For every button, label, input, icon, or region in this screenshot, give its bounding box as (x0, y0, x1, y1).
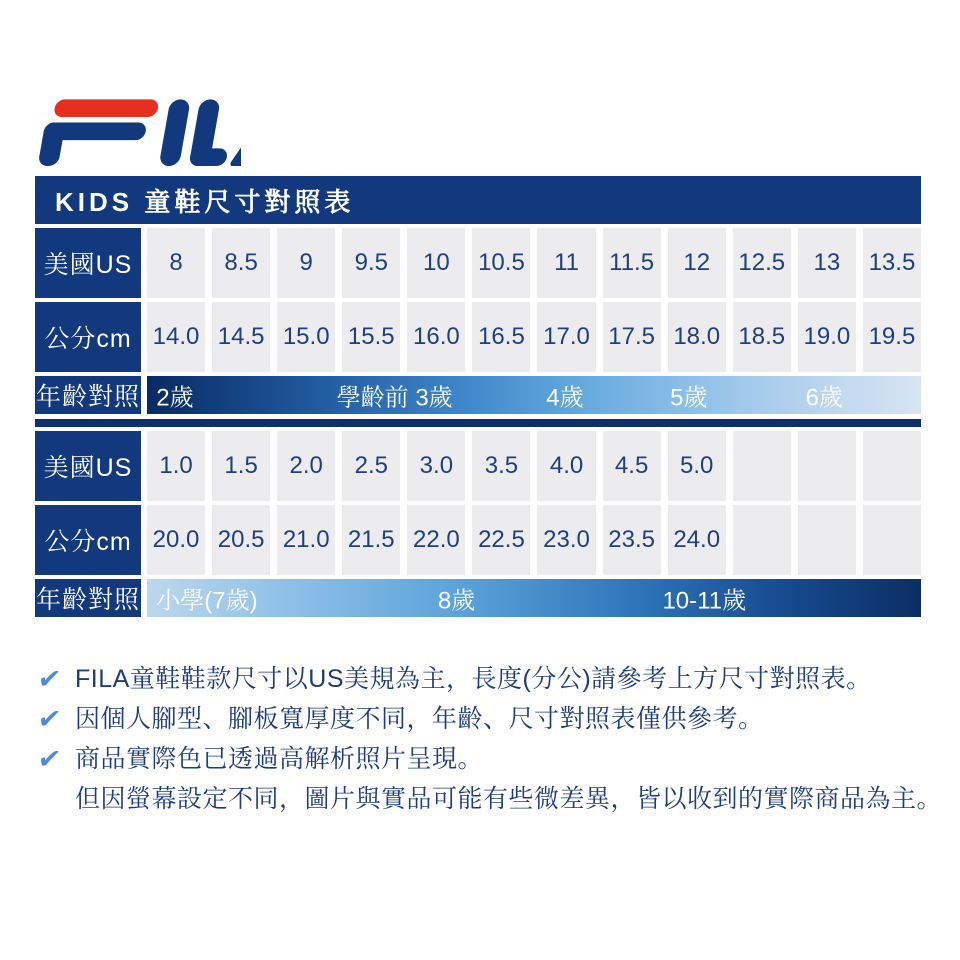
logo-a (234, 102, 241, 163)
note-line (35, 739, 960, 779)
age-label: 小學(7歲) (156, 587, 258, 615)
table-row-age-2 (35, 579, 921, 617)
check-icon: ✔ (35, 664, 63, 694)
table-cell: 13.5 (863, 228, 921, 298)
table-cell: 23.5 (603, 505, 661, 575)
table-cell: 17.5 (603, 302, 661, 372)
table-cell: 18.0 (668, 302, 726, 372)
table-cell: 19.5 (863, 302, 921, 372)
check-icon: ✔ (35, 704, 63, 734)
age-label: 2歲 (156, 384, 194, 412)
logo-f-red-bar (53, 99, 159, 117)
table-cell: 4.0 (537, 431, 595, 501)
size-table-youth (0, 431, 960, 617)
table-cell: 3.0 (407, 431, 465, 501)
table-cell: 22.5 (472, 505, 530, 575)
row-header-age-2: 年齡對照 (35, 579, 141, 617)
table-row-cm-2 (35, 505, 921, 575)
age-gradient-bar-1 (147, 376, 921, 414)
table-cell: 15.5 (342, 302, 400, 372)
table-cell: 21.0 (277, 505, 335, 575)
table-cell (798, 431, 856, 501)
table-cell: 5.0 (668, 431, 726, 501)
table-cell: 1.0 (147, 431, 205, 501)
logo-i (159, 99, 191, 166)
table-row-cm-1 (35, 302, 921, 372)
table-cell: 2.5 (342, 431, 400, 501)
table-cell: 4.5 (603, 431, 661, 501)
table-cell: 20.5 (212, 505, 270, 575)
table-row-us-1 (35, 228, 921, 298)
table-cell: 14.0 (147, 302, 205, 372)
table-cell: 16.5 (472, 302, 530, 372)
note-text: 商品實際色已透過高解析照片呈現。 (75, 745, 484, 773)
table-cell: 1.5 (212, 431, 270, 501)
note-text: 因個人腳型、腳板寬厚度不同，年齡、尺寸對照表僅供參考。 (75, 705, 764, 733)
logo-l-foot (189, 148, 229, 166)
table-cell (863, 431, 921, 501)
table-cell: 20.0 (147, 505, 205, 575)
table-cell: 10.5 (472, 228, 530, 298)
table-cell: 2.0 (277, 431, 335, 501)
cm-values-1 (147, 302, 921, 372)
age-label: 5歲 (670, 384, 708, 412)
table-cell: 13 (798, 228, 856, 298)
table-cell: 23.0 (537, 505, 595, 575)
logo-f-stem (38, 122, 66, 166)
table-cell: 11.5 (603, 228, 661, 298)
page-title (35, 176, 921, 224)
table-cell: 16.0 (407, 302, 465, 372)
page-title-text: KIDS 童鞋尺寸對照表 (55, 186, 355, 217)
age-label: 學齡前 3歲 (336, 384, 453, 412)
table-cell: 9 (277, 228, 335, 298)
row-header-us-1: 美國US (35, 228, 141, 298)
table-cell (733, 505, 791, 575)
table-cell: 22.0 (407, 505, 465, 575)
age-label: 6歲 (805, 384, 843, 412)
size-table-toddler (0, 228, 960, 414)
check-icon: ✔ (35, 744, 63, 774)
note-line (35, 699, 960, 739)
table-separator (35, 419, 921, 427)
note-text: 但因螢幕設定不同，圖片與實品可能有些微差異，皆以收到的實際商品為主。 (75, 785, 943, 813)
table-row-us-2 (35, 431, 921, 501)
table-cell: 12.5 (733, 228, 791, 298)
fila-logo-graphic (35, 98, 241, 166)
table-cell (863, 505, 921, 575)
cm-values-2 (147, 505, 921, 575)
table-cell: 18.5 (733, 302, 791, 372)
note-line (38, 779, 960, 819)
row-header-cm-2: 公分cm (35, 505, 141, 575)
row-header-us-2: 美國US (35, 431, 141, 501)
table-cell: 14.5 (212, 302, 270, 372)
table-row-age-1 (35, 376, 921, 414)
age-gradient-bar-2 (147, 579, 921, 617)
note-line (35, 659, 960, 699)
table-cell: 15.0 (277, 302, 335, 372)
us-values-1 (147, 228, 921, 298)
table-cell: 12 (668, 228, 726, 298)
us-values-2 (147, 431, 921, 501)
row-header-cm-1: 公分cm (35, 302, 141, 372)
table-cell: 17.0 (537, 302, 595, 372)
row-header-age-1: 年齡對照 (35, 376, 141, 414)
table-cell: 11 (537, 228, 595, 298)
table-cell: 24.0 (668, 505, 726, 575)
table-cell: 10 (407, 228, 465, 298)
table-cell: 21.5 (342, 505, 400, 575)
table-cell: 8.5 (212, 228, 270, 298)
fila-logo (35, 98, 241, 166)
age-label: 10-11歲 (662, 587, 747, 615)
table-cell: 3.5 (472, 431, 530, 501)
table-cell: 9.5 (342, 228, 400, 298)
table-cell: 19.0 (798, 302, 856, 372)
table-cell: 8 (147, 228, 205, 298)
age-label: 8歲 (437, 587, 476, 615)
age-label: 4歲 (546, 384, 584, 412)
table-cell (733, 431, 791, 501)
table-cell (798, 505, 856, 575)
notes-list (35, 659, 960, 819)
note-text: FILA童鞋鞋款尺寸以US美規為主，長度(分公)請參考上方尺寸對照表。 (75, 665, 872, 693)
